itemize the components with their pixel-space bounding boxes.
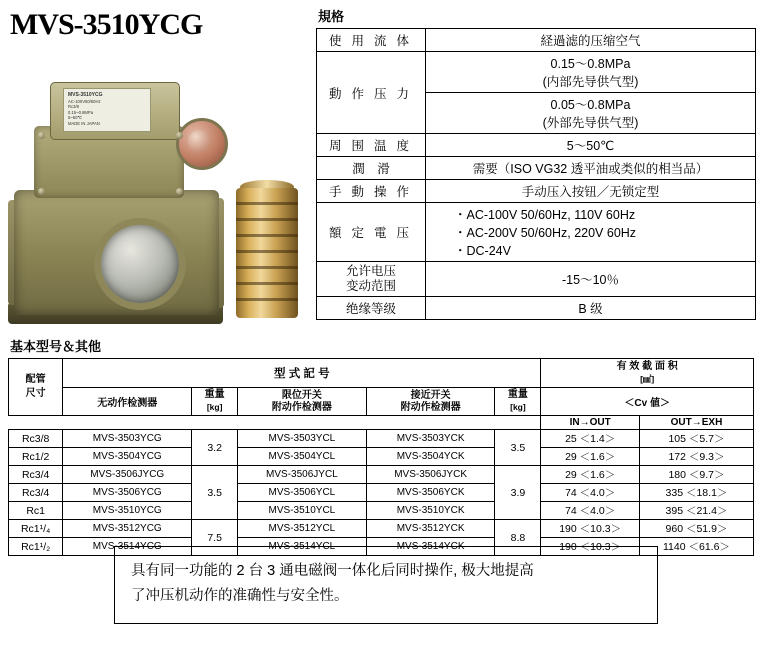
cell-out-exh: 105 ＜5.7＞ — [639, 430, 753, 448]
table-row — [317, 29, 756, 52]
table-row — [317, 157, 756, 180]
spec-value: B 级 — [426, 297, 756, 320]
note-box — [114, 546, 658, 624]
spec-label: 動作压力 — [317, 52, 426, 134]
screw-icon — [38, 188, 45, 195]
product-photo — [8, 40, 308, 330]
cell-size: Rc3/4 — [9, 484, 63, 502]
group-header-area — [541, 359, 754, 388]
group-header-type-code: 型 式 記 号 — [63, 359, 541, 388]
cell-in-out: 29 ＜1.6＞ — [541, 448, 640, 466]
table-row — [317, 134, 756, 157]
spec-value: 需要（ISO VG32 透平油或类似的相当品） — [426, 157, 756, 180]
spec-value: 0.15～0.8MPa — [426, 52, 756, 73]
spec-label: 額定電压 — [317, 203, 426, 262]
spec-value: (内部先导供气型) — [426, 72, 756, 93]
screw-icon — [176, 132, 183, 139]
cell-model-c: MVS-3510YCK — [366, 502, 495, 520]
manual-override-button — [188, 130, 210, 152]
cell-weight1: 3.2 — [192, 430, 238, 466]
spec-section — [316, 6, 756, 320]
cell-out-exh: 395 ＜21.4＞ — [639, 502, 753, 520]
cell-model-b: MVS-3506YCL — [238, 484, 367, 502]
col-header-in-out: IN→OUT — [541, 416, 640, 430]
model-section — [8, 336, 754, 556]
cell-in-out: 74 ＜4.0＞ — [541, 502, 640, 520]
spec-value: 手动压入按钮／无锁定型 — [426, 180, 756, 203]
col-header-no-detect: 无动作检测器 — [63, 388, 192, 416]
nameplate-line-0: MVS-3510YCG — [68, 92, 103, 98]
table-row — [9, 520, 754, 538]
page-title: MVS-3510YCG — [10, 8, 203, 41]
col-header-weight1: 重量 [kg] — [192, 388, 238, 416]
table-row — [317, 297, 756, 320]
table-row — [9, 430, 754, 448]
cell-model-a: MVS-3512YCG — [63, 520, 192, 538]
table-row — [9, 416, 754, 430]
spec-value: 経過滤的压缩空气 — [426, 29, 756, 52]
cell-out-exh: 335 ＜18.1＞ — [639, 484, 753, 502]
cell-size: Rc3/4 — [9, 466, 63, 484]
cell-model-a: MVS-3514YCG — [63, 538, 192, 556]
cell-size: Rc3/8 — [9, 430, 63, 448]
cell-model-c: MVS-3504YCK — [366, 448, 495, 466]
col-header-limit-switch: 限位开关 附动作检测器 — [238, 388, 367, 416]
cell-out-exh: 1140 ＜61.6＞ — [639, 538, 753, 556]
spec-table — [316, 28, 756, 320]
cell-model-b: MVS-3512YCL — [238, 520, 367, 538]
nameplate-line-2: Rc3/8 — [68, 104, 79, 109]
area-title: 有 效 截 面 积 — [616, 361, 678, 372]
table-row — [317, 262, 756, 297]
screw-icon — [176, 188, 183, 195]
table-row — [317, 180, 756, 203]
cell-weight1: 3.5 — [192, 466, 238, 520]
model-table — [8, 358, 754, 556]
nameplate — [63, 88, 151, 132]
table-row — [9, 484, 754, 502]
area-unit-mm: [㎟] — [640, 374, 655, 384]
cell-model-a: MVS-3504YCG — [63, 448, 192, 466]
note-line-2: 了冲压机动作的准确性与安全性。 — [131, 588, 349, 604]
cell-model-b: MVS-3514YCL — [238, 538, 367, 556]
table-row — [9, 502, 754, 520]
spec-value: 5～50℃ — [426, 134, 756, 157]
cell-model-a: MVS-3503YCG — [63, 430, 192, 448]
cell-model-c: MVS-3512YCK — [366, 520, 495, 538]
cell-weight2: 3.9 — [495, 466, 541, 520]
nameplate-line-3: 0.15~0.8MPa — [68, 109, 94, 115]
cell-model-b: MVS-3503YCL — [238, 430, 367, 448]
cell-in-out: 190 ＜10.3＞ — [541, 520, 640, 538]
cell-in-out: 29 ＜1.6＞ — [541, 466, 640, 484]
cell-out-exh: 180 ＜9.7＞ — [639, 466, 753, 484]
cell-model-a: MVS-3506JYCG — [63, 466, 192, 484]
spec-label: 周围温度 — [317, 134, 426, 157]
cell-model-c: MVS-3506JYCK — [366, 466, 495, 484]
table-row — [9, 448, 754, 466]
col-header-out-exh: OUT→EXH — [639, 416, 753, 430]
cell-model-b: MVS-3506JYCL — [238, 466, 367, 484]
spec-label: 绝缘等级 — [317, 297, 426, 320]
spec-value: (外部先导供气型) — [426, 113, 756, 134]
cell-out-exh: 960 ＜51.9＞ — [639, 520, 753, 538]
group-header-cv: ＜Cv 値＞ — [541, 388, 754, 416]
spec-label: 使用流体 — [317, 29, 426, 52]
table-row — [9, 388, 754, 416]
spec-value: 0.05～0.8MPa — [426, 93, 756, 114]
cell-model-b: MVS-3510YCL — [238, 502, 367, 520]
spec-value: ・AC-200V 50/60Hz, 220V 60Hz — [426, 223, 756, 241]
spec-value: -15～10％ — [426, 262, 756, 297]
col-header-pipe-size: 配管 尺寸 — [9, 359, 63, 416]
cell-in-out: 74 ＜4.0＞ — [541, 484, 640, 502]
cell-size: Rc1/2 — [9, 448, 63, 466]
table-row — [317, 52, 756, 73]
cell-weight1: 7.5 — [192, 520, 238, 556]
spec-value: ・DC-24V — [426, 241, 756, 262]
cell-weight2: 3.5 — [495, 430, 541, 466]
spring-cylinder — [236, 188, 298, 318]
table-row — [317, 203, 756, 224]
cell-model-c: MVS-3503YCK — [366, 430, 495, 448]
cell-model-a: MVS-3506YCG — [63, 484, 192, 502]
cell-size: Rc1¹/₄ — [9, 520, 63, 538]
cell-model-a: MVS-3510YCG — [63, 502, 192, 520]
nameplate-line-1: AC-100V50/60Hz — [68, 98, 101, 104]
spec-label: 允许电压 变动范围 — [317, 262, 426, 297]
col-header-proximity-switch: 接近开关 附动作检测器 — [366, 388, 495, 416]
spec-heading: 規格 — [318, 9, 345, 24]
spec-value: ・AC-100V 50/60Hz, 110V 60Hz — [426, 203, 756, 224]
cell-model-c: MVS-3514YCK — [366, 538, 495, 556]
spec-label: 手動操作 — [317, 180, 426, 203]
spec-label: 潤 滑 — [317, 157, 426, 180]
note-line-1: 具有同一功能的 2 台 3 通电磁阀一体化后同时操作, 极大地提高 — [131, 563, 534, 579]
valve-window — [94, 218, 186, 310]
model-heading: 基本型号＆其他 — [10, 339, 102, 354]
screw-icon — [38, 132, 45, 139]
nameplate-line-5: MADE IN JAPAN — [68, 120, 100, 126]
cell-model-c: MVS-3506YCK — [366, 484, 495, 502]
table-row — [9, 466, 754, 484]
cell-in-out: 25 ＜1.4＞ — [541, 430, 640, 448]
nameplate-line-4: 5~50℃ — [68, 115, 83, 120]
table-row — [9, 359, 754, 388]
col-header-weight2: 重量 [kg] — [495, 388, 541, 416]
cell-in-out: 190 ＜10.3＞ — [541, 538, 640, 556]
cell-model-b: MVS-3504YCL — [238, 448, 367, 466]
cell-weight2: 8.8 — [495, 520, 541, 556]
cell-size: Rc1 — [9, 502, 63, 520]
cell-size: Rc1¹/₂ — [9, 538, 63, 556]
cell-out-exh: 172 ＜9.3＞ — [639, 448, 753, 466]
